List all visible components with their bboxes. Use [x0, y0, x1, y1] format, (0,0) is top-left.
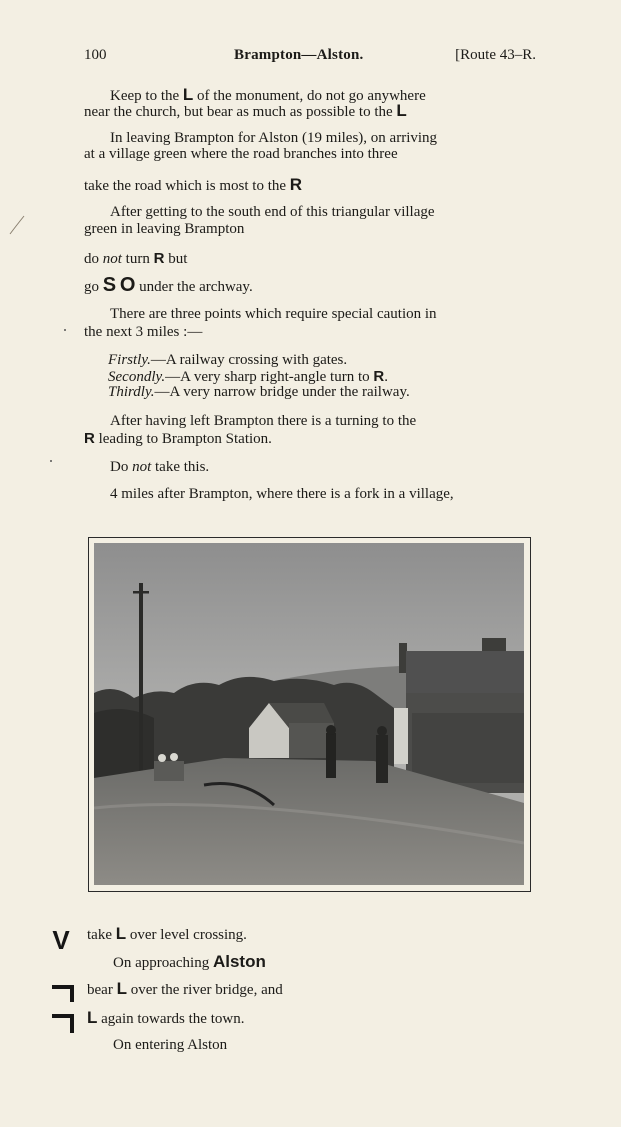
page-header — [84, 47, 536, 71]
paper-speck — [50, 460, 52, 462]
left-turn-symbol: L — [115, 924, 127, 943]
text: turn — [121, 251, 154, 267]
right-turn-symbol: R — [289, 175, 303, 194]
paragraph-line: the next 3 miles :— — [84, 324, 203, 340]
text: under the archway. — [135, 279, 253, 295]
direction-line — [84, 925, 539, 944]
text: go — [84, 279, 103, 295]
direction-line: On entering Alston — [113, 1037, 228, 1053]
left-turn-symbol: L — [396, 101, 407, 120]
straight-on-symbol-o: O — [119, 274, 136, 296]
running-title: Brampton—Alston. — [234, 47, 364, 63]
paragraph-line: 4 miles after Brampton, where there is a fork in a village, — [110, 486, 454, 502]
right-turn-symbol: R — [84, 430, 95, 447]
photograph-frame — [88, 537, 531, 892]
straight-on-symbol-s: S — [102, 274, 117, 296]
paragraph-line: After getting to the south end of this triangular village — [110, 204, 435, 220]
paragraph-line: There are three points which require special caution in — [110, 306, 437, 322]
text: Keep to the — [110, 88, 183, 104]
text: but — [164, 251, 188, 267]
right-turn-symbol: R — [153, 250, 165, 267]
text: bear — [87, 982, 117, 998]
bend-sign-icon — [52, 1013, 76, 1033]
paper-speck — [64, 329, 66, 331]
caution-label: Firstly. — [108, 352, 151, 368]
text: of the monument, do not go anywhere — [193, 88, 426, 104]
direction-line — [84, 1009, 539, 1028]
text: . — [384, 369, 388, 385]
direction-line — [84, 980, 539, 999]
paragraph-line: at a village green where the road branches into three — [84, 146, 398, 162]
paragraph-line: After having left Brampton there is a turning to the — [110, 413, 417, 429]
text: On approaching — [113, 955, 213, 971]
page-number: 100 — [84, 47, 107, 63]
left-turn-symbol: L — [182, 85, 194, 104]
caution-label: Secondly. — [108, 369, 166, 385]
paragraph-line: In leaving Brampton for Alston (19 miles), on arriving — [110, 130, 438, 146]
text: Do — [110, 459, 133, 475]
paragraph-line — [84, 274, 536, 296]
direction-line — [84, 953, 565, 972]
left-turn-symbol: L — [87, 1008, 98, 1027]
caution-label: Thirdly. — [108, 384, 155, 400]
text: —A railway crossing with gates. — [150, 352, 348, 368]
paragraph-line — [84, 102, 536, 121]
paragraph-line — [84, 250, 536, 268]
text: near the church, but bear as much as possible to the — [84, 104, 397, 120]
text: —A very sharp right-angle turn to — [165, 369, 374, 385]
text: —A very narrow bridge under the railway. — [154, 384, 410, 400]
emphasis: not — [132, 459, 152, 475]
pencil-mark-icon — [8, 214, 26, 236]
text: over level crossing. — [126, 927, 247, 943]
caution-item — [84, 384, 560, 401]
text: again towards the town. — [97, 1011, 245, 1027]
paragraph-line: green in leaving Brampton — [84, 221, 245, 237]
paragraph-line — [84, 176, 536, 195]
route-reference: [Route 43–R. — [455, 47, 536, 63]
text: take — [87, 927, 116, 943]
fork-sign-icon — [50, 926, 72, 952]
text: over the river bridge, and — [126, 982, 283, 998]
right-turn-symbol: R — [373, 368, 385, 385]
village-road-photograph — [94, 543, 524, 885]
paragraph-line — [84, 430, 536, 448]
text: do — [84, 251, 103, 267]
place-name: Alston — [212, 952, 266, 971]
bend-sign-icon — [52, 984, 76, 1002]
text: take this. — [151, 459, 210, 475]
paragraph-line — [84, 459, 562, 476]
text: leading to Brampton Station. — [94, 431, 272, 447]
text: take the road which is most to the — [84, 178, 290, 194]
emphasis: not — [102, 251, 122, 267]
caution-item — [84, 352, 560, 369]
svg-text:V: V — [52, 926, 70, 952]
left-turn-symbol: L — [116, 979, 127, 998]
